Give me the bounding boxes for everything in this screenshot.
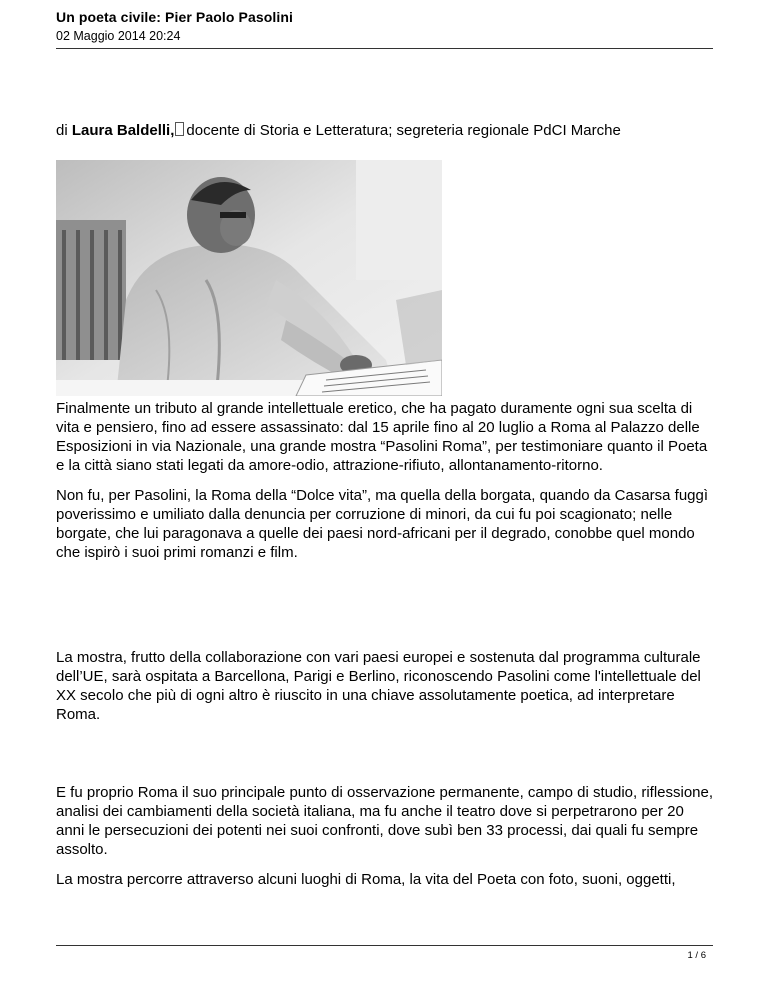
author-role: docente di Storia e Letteratura; segreteria regionale PdCI Marche [186,122,621,139]
article-paragraph: La mostra, frutto della collaborazione con vari paesi europei e sostenuta dal programma culturale dell’UE, sarà ospitata a Barcellona, Parigi e Berlino, riconoscendo Pasolini come l'intellettuale del XX secolo che più di ogni altro è riuscito in una chiave assolutamente poetica, ad interpretare Roma. [56,649,701,723]
publish-date: 02 Maggio 2014 20:24 [56,29,181,43]
byline [56,122,621,139]
footer-divider [56,945,713,946]
header-divider [56,48,713,49]
article-paragraph: E fu proprio Roma il suo principale punto di osservazione permanente, campo di studio, riflessione, analisi dei cambiamenti della società italiana, ma fu anche il teatro dove si perpetrarono per 20 anni le persecuzioni dei potenti nei suoi confronti, dove subì ben 33 processi, dai quali fu sempre assolto. [56,784,714,858]
photo-of-pasolini-writing-at-desk-icon [56,160,442,396]
article-paragraph: Non fu, per Pasolini, la Roma della “Dolce vita”, ma quella della borgata, quando da Casarsa fuggì poverissimo e umiliato dalla denuncia per corruzione di minori, da cui fu poi scagionato; nelle borgate, che lui paragonava a quelle dei paesi nord-africani per il degrado, conobbe quel mondo che ispirò i suoi primi romanzi e film. [56,487,709,561]
page-number: 1 / 6 [687,950,706,961]
article-paragraph: La mostra percorre attraverso alcuni luoghi di Roma, la vita del Poeta con foto, suoni, oggetti, [56,871,676,888]
document-title: Un poeta civile: Pier Paolo Pasolini [56,9,293,25]
article-photo [56,160,442,396]
byline-prefix: di [56,122,72,139]
missing-glyph-icon [175,122,184,136]
author-name: Laura Baldelli, [71,122,175,139]
article-paragraph: Finalmente un tributo al grande intellettuale eretico, che ha pagato duramente ogni sua scelta di vita e pensiero, fino ad essere assassinato: dal 15 aprile fino al 20 luglio a Roma al Palazzo delle Esposizioni in via Nazionale, una grande mostra “Pasolini Roma”, per testimoniare quanto il Poeta e la città siano stati legati da amore-odio, attrazione-rifiuto, allontanamento-ritorno. [56,400,708,474]
